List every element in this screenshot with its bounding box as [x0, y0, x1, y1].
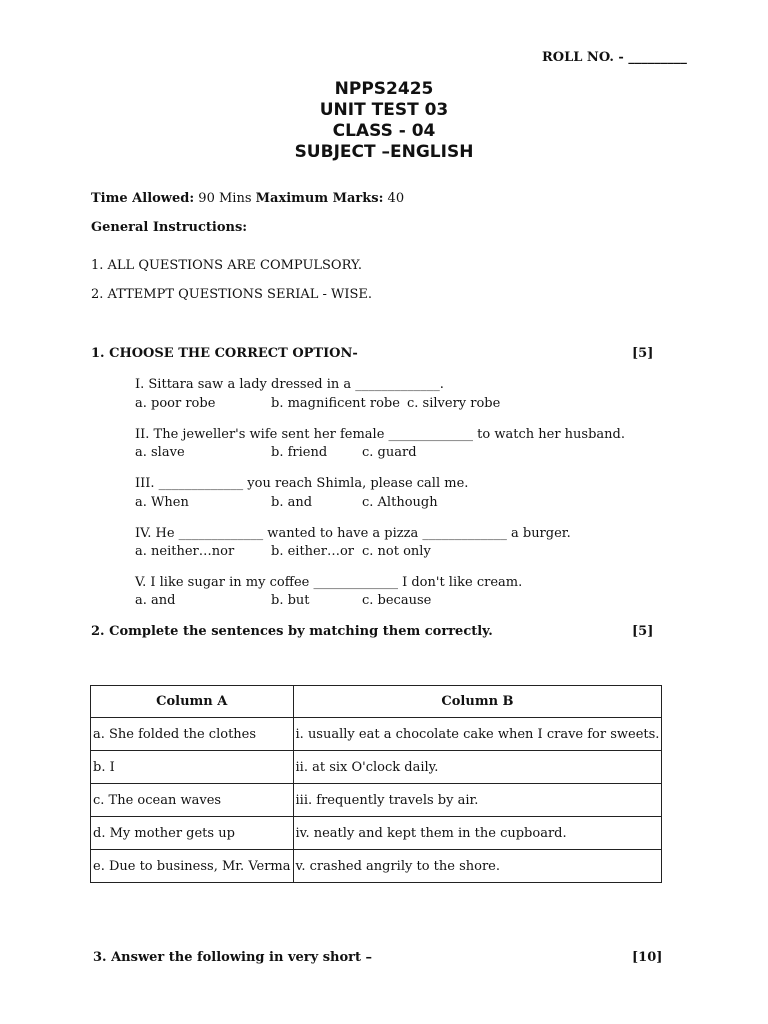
option-b: b. and [271, 495, 313, 510]
q1-item-3-question: III. _____________ you reach Shimla, please call me. [135, 476, 469, 491]
subject-name: SUBJECT –ENGLISH [294, 142, 474, 162]
option-c: c. not only [362, 544, 431, 559]
q2-marks: [5] [632, 624, 654, 639]
column-a-cell: d. My mother gets up [91, 817, 294, 850]
q1-item-2-question: II. The jeweller's wife sent her female _____________ to watch her husband. [135, 427, 625, 442]
option-b: b. magnificent robe [271, 396, 400, 411]
q1-item-4-options [135, 544, 431, 559]
general-instructions-label: General Instructions: [91, 220, 248, 235]
q1-item-1-options [135, 396, 500, 411]
column-a-cell: c. The ocean waves [91, 784, 294, 817]
roll-number-label: ROLL NO. - [542, 50, 624, 65]
instruction-1: 1. ALL QUESTIONS ARE COMPULSORY. [91, 258, 363, 273]
q2-title: 2. Complete the sentences by matching them correctly. [91, 624, 493, 639]
class-name: CLASS - 04 [332, 121, 436, 141]
column-b-cell: i. usually eat a chocolate cake when I crave for sweets. [293, 718, 662, 751]
q1-item-5-question: V. I like sugar in my coffee _____________ I don't like cream. [135, 575, 523, 590]
table-row [91, 751, 662, 784]
column-a-cell: a. She folded the clothes [91, 718, 294, 751]
table-row [91, 850, 662, 883]
max-marks-value: 40 [387, 191, 405, 206]
table-row [91, 718, 662, 751]
option-a: a. When [135, 495, 189, 510]
test-name: UNIT TEST 03 [319, 100, 449, 120]
option-a: a. poor robe [135, 396, 216, 411]
q1-title: 1. CHOOSE THE CORRECT OPTION- [91, 346, 358, 361]
column-b-header: Column B [293, 686, 662, 718]
table-row [91, 817, 662, 850]
time-marks-line [91, 191, 404, 206]
option-b: b. but [271, 593, 310, 608]
time-allowed-value: 90 Mins [198, 191, 252, 206]
column-a-cell: e. Due to business, Mr. Verma [91, 850, 294, 883]
q3-marks: [10] [632, 950, 663, 965]
q1-item-1-question: I. Sittara saw a lady dressed in a _____________. [135, 377, 444, 392]
column-b-cell: ii. at six O'clock daily. [293, 751, 662, 784]
option-b: b. either…or [271, 544, 354, 559]
column-b-cell: v. crashed angrily to the shore. [293, 850, 662, 883]
school-code: NPPS2425 [334, 79, 434, 99]
option-c: c. Although [362, 495, 438, 510]
option-c: c. because [362, 593, 432, 608]
q1-item-4-question: IV. He _____________ wanted to have a pizza _____________ a burger. [135, 526, 571, 541]
option-c: c. silvery robe [407, 396, 501, 411]
table-header-row [91, 686, 662, 718]
q3-title: 3. Answer the following in very short – [93, 950, 373, 965]
roll-number [542, 50, 687, 65]
option-a: a. neither…nor [135, 544, 235, 559]
time-allowed-label: Time Allowed: [91, 191, 195, 206]
option-a: a. slave [135, 445, 185, 460]
q1-item-2-options [135, 445, 417, 460]
column-b-cell: iii. frequently travels by air. [293, 784, 662, 817]
roll-number-blank: _________ [628, 50, 687, 65]
matching-table [90, 685, 662, 883]
column-a-cell: b. I [91, 751, 294, 784]
instruction-2: 2. ATTEMPT QUESTIONS SERIAL - WISE. [91, 287, 373, 302]
column-b-cell: iv. neatly and kept them in the cupboard. [293, 817, 662, 850]
option-c: c. guard [362, 445, 417, 460]
option-b: b. friend [271, 445, 328, 460]
max-marks-label: Maximum Marks: [255, 191, 384, 206]
q1-item-3-options [135, 495, 438, 510]
q1-item-5-options [135, 593, 431, 608]
table-row [91, 784, 662, 817]
option-a: a. and [135, 593, 176, 608]
q1-marks: [5] [632, 346, 654, 361]
column-a-header: Column A [91, 686, 294, 718]
